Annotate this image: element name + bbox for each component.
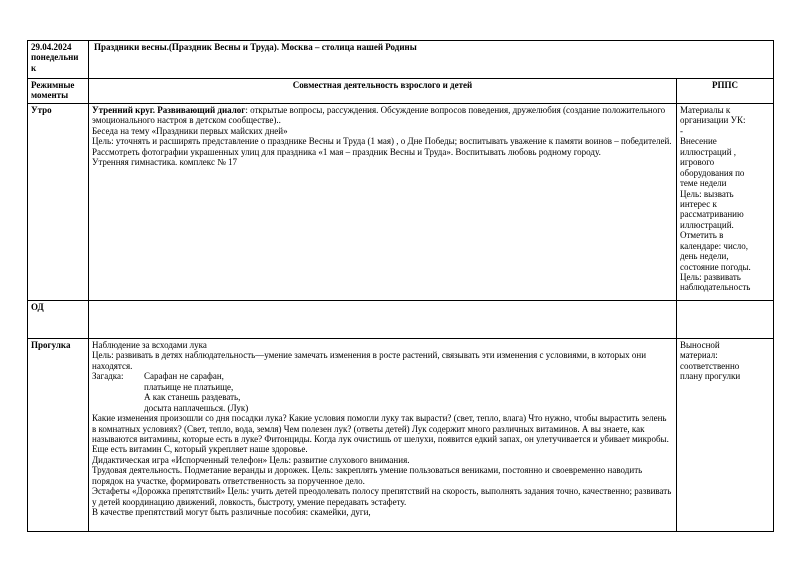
theme-cell — [89, 41, 774, 79]
paragraph: Загадка: Сарафан не сарафан, — [92, 371, 224, 382]
paragraph: платьище не платьище, — [144, 381, 234, 392]
walk-rpps-cell — [677, 339, 774, 532]
paragraph: Материалы к организации УК: — [680, 105, 746, 126]
table-row-morning — [28, 104, 774, 301]
date-cell — [28, 41, 89, 79]
morning-rpps-cell — [677, 104, 774, 301]
od-activity-cell — [89, 301, 677, 339]
row-label-od: ОД — [28, 301, 89, 339]
paragraph: Внесение иллюстраций , игрового оборудования по теме недели — [680, 136, 745, 189]
paragraph: В качестве препятствий могут быть различные пособия: скамейки, дуги, — [92, 507, 371, 517]
walk-activity-cell — [89, 339, 677, 532]
daily-plan-table — [27, 40, 774, 532]
paragraph: Дидактическая игра «Испорченный телефон» Цель: развитие слухового внимания. — [92, 454, 410, 465]
column-header-rpps: РППС — [677, 79, 774, 104]
column-header-regime-moments: Режимные моменты — [28, 79, 89, 104]
weekday-text: понедельник — [31, 52, 79, 73]
morning-activity-cell — [89, 104, 677, 301]
table-row-walk — [28, 339, 774, 532]
paragraph: Трудовая деятельность. Подметание веранды и дорожек. Цель: закреплять умение пользоваться вениками, постоянно и своевременно наводить порядок на участке, формировать ответственность за порученное дело. — [92, 465, 643, 486]
paragraph: Выносной материал: соответственно плану прогулки — [680, 340, 741, 382]
paragraph: Цель: уточнять и расширять представление о празднике Весны и Труда (1 мая) , о Дне Победы; воспитывать уважение к памяти воинов – победителей. — [92, 136, 672, 147]
row-label-walk: Прогулка — [28, 339, 89, 532]
paragraph: Беседа на тему «Праздники первых майских дней» — [92, 125, 288, 136]
week-theme-title: Праздники весны.(Праздник Весны и Труда). Москва – столица нашей Родины — [94, 42, 417, 52]
paragraph: Какие изменения произошли со дня посадки лука? Какие условия помогли луку так вырасти? (свет, тепло, влага) Что нужно, чтобы вырастить зелень в комнатных условиях? (Свет, тепло, вода, земля) Чем полезен лук? (ответы детей) Лук содержит много различных витаминов. А вы знаете, как называются витамины, которые есть в луке? Фитонциды. Когда лук очистишь от шелухи, появится едкий запах, он улетучивается и убивает микробы. Еще есть витамин С, который укрепляет наше здоровье. — [92, 413, 669, 455]
paragraph: Цель: развивать наблюдательность — [680, 272, 751, 293]
paragraph: досыта наплачешься. (Лук) — [144, 402, 249, 413]
od-rpps-cell — [677, 301, 774, 339]
paragraph: Эстафеты «Дорожка препятствий» Цель: учить детей преодолевать полосу препятствий на скорость, выполнять задания точно, качественно; развивать у детей координацию движений, ловкость, быстроту, умение передавать эстафету. — [92, 486, 672, 507]
row-label-morning: Утро — [28, 104, 89, 301]
table-row-column-headers — [28, 79, 774, 104]
table-row-header-theme — [28, 41, 774, 79]
paragraph: Цель: развивать в детях наблюдательность—умение замечать изменения в росте растений, связывать эти изменения с условиями, в которых они находятся. — [92, 350, 647, 371]
paragraph: Отметить в календаре: число, день недели, состояние погоды. — [680, 230, 751, 272]
paragraph: Утренняя гимнастика. комплекс № 17 — [92, 157, 238, 168]
paragraph: Утренний круг. Развивающий диалог: открытые вопросы, рассуждения. Обсуждение вопросов поведения, дружелюбия (создание положительного эмоционального настроя в детском сообществе).. — [92, 105, 666, 126]
paragraph: Цель: вызвать интерес к рассматриванию иллюстраций. — [680, 188, 744, 230]
table-row-od — [28, 301, 774, 339]
paragraph: А как станешь раздевать, — [144, 392, 241, 403]
paragraph: Наблюдение за всходами лука — [92, 340, 207, 350]
date-text: 29.04.2024 — [31, 42, 72, 52]
paragraph: Рассмотреть фотографии украшенных улиц для праздника «1 мая – праздник Весны и Труда». Воспитывать любовь родному городу. — [92, 146, 601, 157]
paragraph: - — [680, 125, 683, 136]
column-header-joint-activity: Совместная деятельность взрослого и детей — [89, 79, 677, 104]
